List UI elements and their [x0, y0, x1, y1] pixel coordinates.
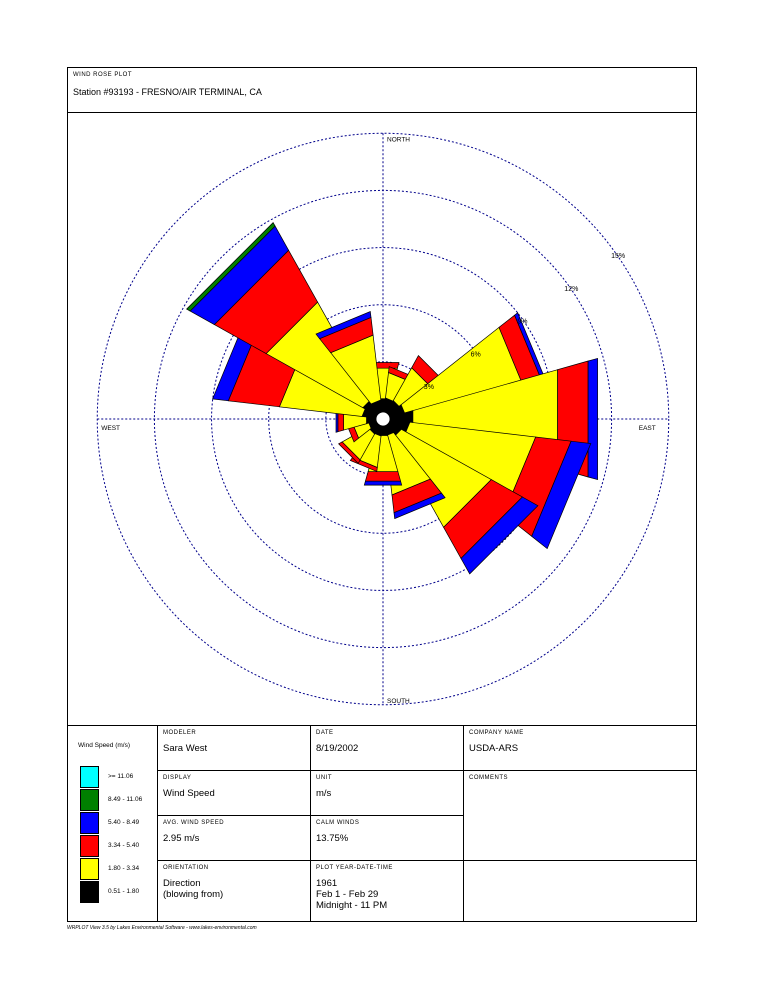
avg-speed-value: 2.95 m/s [163, 833, 200, 844]
orientation-line-1: Direction [163, 878, 201, 889]
ring-label: 12% [564, 285, 579, 293]
compass-label: SOUTH [387, 697, 410, 705]
modeler-cell [158, 726, 311, 771]
display-label: DISPLAY [163, 775, 192, 781]
petal-S-class-3 [364, 481, 401, 485]
plot-time-cell [311, 861, 464, 921]
legend-item [80, 766, 158, 788]
legend-swatch [80, 812, 99, 834]
plot-type-label: WIND ROSE PLOT [73, 72, 133, 78]
ring-label: 6% [470, 351, 481, 359]
legend-item [80, 835, 158, 857]
comments-cell [464, 771, 696, 861]
display-cell [158, 771, 311, 816]
unit-cell [311, 771, 464, 816]
avg-speed-cell [158, 816, 311, 861]
ring-label: 15% [611, 253, 626, 261]
compass-label: WEST [101, 425, 121, 432]
avg-speed-label: AVG. WIND SPEED [163, 820, 225, 826]
calm-center [376, 412, 390, 426]
empty-cell [464, 861, 696, 921]
compass-label: NORTH [387, 136, 410, 144]
legend-item [80, 812, 158, 834]
ring-label: 3% [423, 384, 434, 392]
legend-title: Wind Speed (m/s) [78, 742, 131, 749]
unit-label: UNIT [316, 775, 332, 781]
date-value: 8/19/2002 [316, 743, 359, 754]
wind-rose-area [68, 113, 696, 725]
legend-swatch [80, 789, 99, 811]
orientation-line-2: (blowing from) [163, 889, 224, 900]
plot-date-range: Feb 1 - Feb 29 [316, 889, 379, 900]
legend-swatch [80, 858, 99, 880]
calm-winds-cell [311, 816, 464, 861]
company-value: USDA-ARS [469, 743, 519, 754]
company-label: COMPANY NAME [469, 730, 524, 736]
legend-item [80, 881, 158, 903]
compass-label: EAST [638, 425, 656, 432]
legend-label: 1.80 - 3.34 [108, 865, 140, 872]
modeler-value: Sara West [163, 743, 208, 754]
legend-swatch [80, 881, 99, 903]
calm-winds-label: CALM WINDS [316, 820, 360, 826]
legend-label: 5.40 - 8.49 [108, 819, 140, 826]
legend-swatch [80, 835, 99, 857]
plot-time-value [316, 878, 387, 911]
report-frame [67, 67, 697, 922]
display-value: Wind Speed [163, 788, 215, 799]
legend-label: 8.49 - 11.06 [108, 796, 143, 803]
petal-S-class-2 [365, 472, 400, 482]
legend-item [80, 789, 158, 811]
date-cell [311, 726, 464, 771]
station-title: Station #93193 - FRESNO/AIR TERMINAL, CA [73, 87, 262, 97]
plot-header [68, 68, 696, 113]
date-label: DATE [316, 730, 334, 736]
orientation-label: ORIENTATION [163, 865, 209, 871]
legend-item [80, 858, 158, 880]
info-table [68, 725, 696, 921]
legend-label: >= 11.06 [108, 773, 134, 780]
calm-winds-value: 13.75% [316, 833, 349, 844]
plot-time-label: PLOT YEAR-DATE-TIME [316, 865, 393, 871]
comments-label: COMMENTS [469, 775, 508, 781]
orientation-cell [158, 861, 311, 921]
orientation-value [163, 878, 223, 900]
modeler-label: MODELER [163, 730, 197, 736]
company-cell [464, 726, 696, 771]
legend-swatch [80, 766, 99, 788]
petal-E-class-3 [588, 358, 598, 479]
speed-legend [68, 726, 158, 921]
plot-year: 1961 [316, 878, 338, 889]
legend-label: 0.51 - 1.80 [108, 888, 140, 895]
legend-label: 3.34 - 5.40 [108, 842, 140, 849]
software-credit: WRPLOT View 3.5 by Lakes Environmental Software - www.lakes-environmental.com [67, 925, 257, 931]
plot-time-range: Midnight - 11 PM [316, 900, 388, 911]
unit-value: m/s [316, 788, 332, 799]
wind-rose-chart [68, 113, 696, 725]
ring-label: 9% [517, 318, 528, 326]
